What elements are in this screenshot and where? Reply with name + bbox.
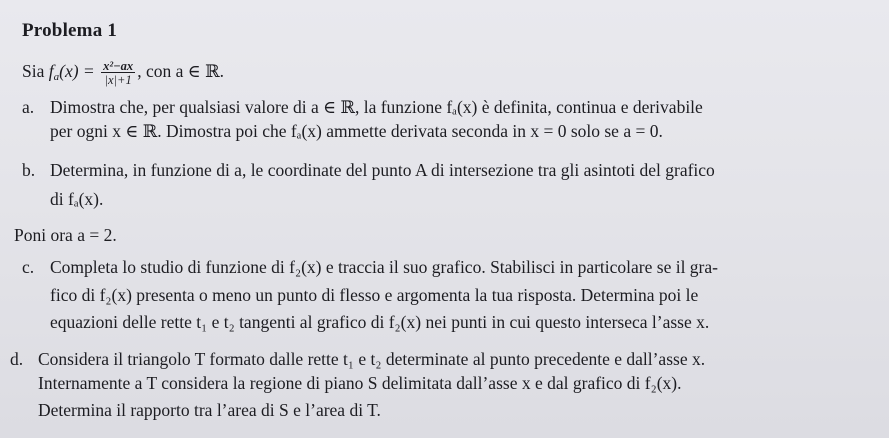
function-definition [22, 60, 224, 88]
item-b-line-1 [22, 159, 715, 181]
item-b-label: b. [22, 160, 36, 180]
item-c-line-2: fico di f₂(x) presenta o meno un punto di flesso e argomenta la tua risposta. Determina poi le [50, 285, 699, 305]
fraction-numerator: x²−ax [103, 59, 134, 73]
function-name: f [48, 61, 54, 82]
item-c-line-3: equazioni delle rette t₁ e t₂ tangenti al grafico di f₂(x) nei punti in cui questo interseca l’asse x. [50, 312, 710, 332]
item-a-label: a. [22, 97, 35, 117]
item-c-line-1 [22, 256, 718, 278]
item-b-text-1: Determina, in funzione di a, le coordinate del punto A di intersezione tra gli asintoti del grafico [50, 160, 715, 180]
function-subscript: a [53, 71, 60, 84]
item-c-label: c. [22, 257, 35, 277]
function-fraction [101, 60, 135, 86]
item-d-text-1: Considera il triangolo T formato dalle rette t₁ e t₂ determinate al punto precedente e dall’asse x. [38, 349, 706, 369]
item-d-line-2: Internamente a T considera la regione di piano S delimitata dall’asse x e dal grafico di f₂(x). [38, 373, 682, 393]
problem-title: Problema 1 [22, 20, 118, 41]
fraction-denominator: |x|+1 [104, 73, 132, 87]
function-argument: (x) = [59, 61, 100, 82]
item-a-line-1 [22, 96, 703, 118]
item-d-line-1 [10, 348, 705, 370]
item-c-text-1: Completa lo studio di funzione di f₂(x) e traccia il suo grafico. Stabilisci in particolare se il gra- [50, 257, 718, 277]
item-a-text-1: Dimostra che, per qualsiasi valore di a ∈ ℝ, la funzione fₐ(x) è definita, continua e derivabile [50, 97, 703, 117]
item-b-line-2: di fₐ(x). [50, 189, 104, 209]
definition-suffix: , con a ∈ ℝ. [137, 61, 224, 82]
parameter-setting: Poni ora a = 2. [14, 225, 117, 245]
definition-prefix: Sia [22, 61, 49, 82]
item-a-line-2: per ogni x ∈ ℝ. Dimostra poi che fₐ(x) ammette derivata seconda in x = 0 solo se a = 0. [50, 121, 663, 141]
item-d-label: d. [10, 349, 24, 369]
item-d-line-3: Determina il rapporto tra l’area di S e l’area di T. [38, 400, 381, 420]
